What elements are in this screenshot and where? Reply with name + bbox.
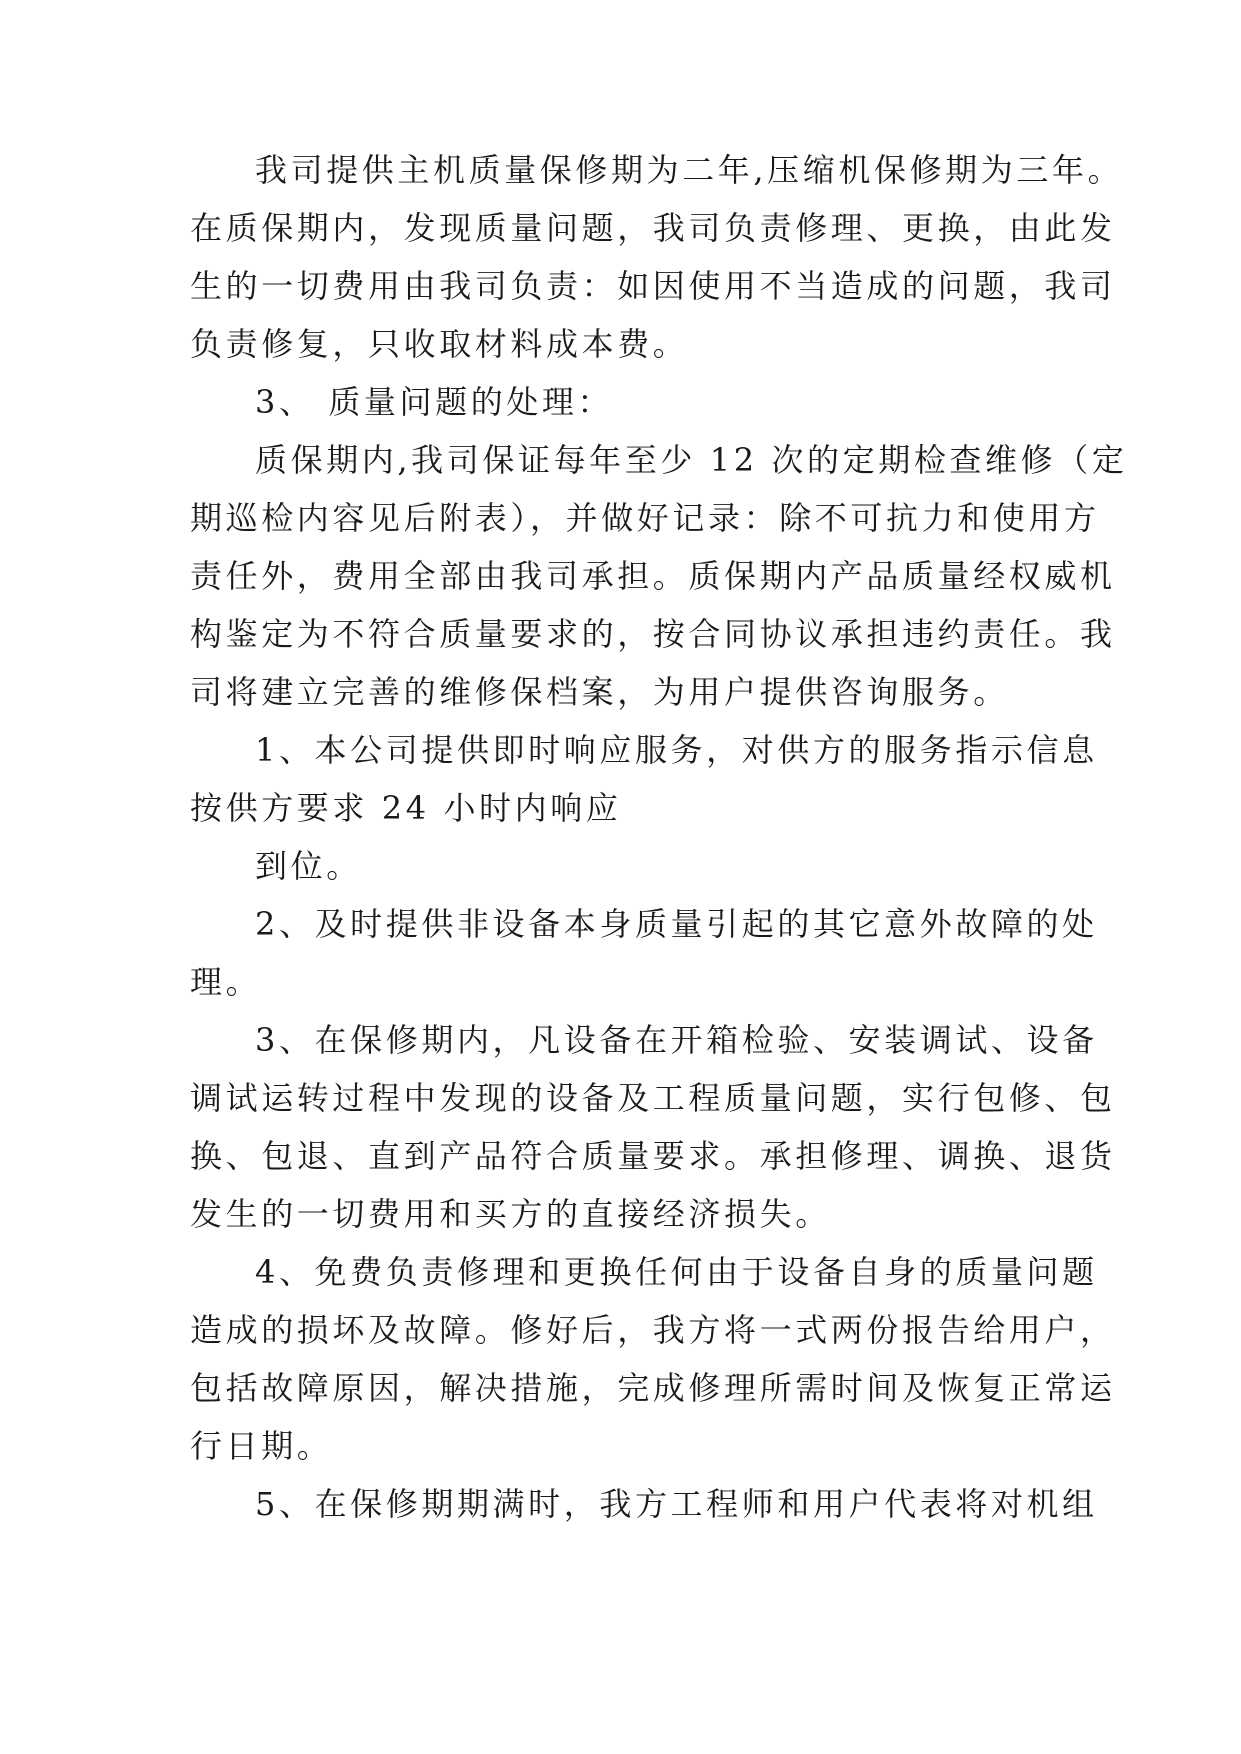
text-line-18: 换、包退、直到产品符合质量要求。承担修理、调换、退货 xyxy=(190,1137,1116,1175)
text-line-1: 我司提供主机质量保修期为二年,压缩机保修期为三年。 xyxy=(255,151,1124,189)
text-line-21: 造成的损坏及故障。修好后，我方将一式两份报告给用户， xyxy=(190,1311,1116,1349)
list-item-1: 1、本公司提供即时响应服务，对供方的服务指示信息 xyxy=(255,731,1098,769)
text-line-7: 期巡检内容见后附表），并做好记录：除不可抗力和使用方 xyxy=(190,499,1100,537)
list-item-5: 5、在保修期期满时，我方工程师和用户代表将对机组 xyxy=(255,1485,1098,1523)
text-line-13: 到位。 xyxy=(255,847,362,885)
text-line-19: 发生的一切费用和买方的直接经济损失。 xyxy=(190,1195,831,1233)
text-line-15: 理。 xyxy=(190,963,262,1001)
text-line-2: 在质保期内，发现质量问题，我司负责修理、更换，由此发 xyxy=(190,209,1116,247)
text-line-9: 构鉴定为不符合质量要求的，按合同协议承担违约责任。我 xyxy=(190,615,1116,653)
text-line-8: 责任外，费用全部由我司承担。质保期内产品质量经权威机 xyxy=(190,557,1116,595)
text-line-23: 行日期。 xyxy=(190,1427,333,1465)
text-line-22: 包括故障原因，解决措施，完成修理所需时间及恢复正常运 xyxy=(190,1369,1116,1407)
text-line-12: 按供方要求 24 小时内响应 xyxy=(190,789,622,827)
list-item-4: 4、免费负责修理和更换任何由于设备自身的质量问题 xyxy=(255,1253,1098,1291)
section-heading-3: 3、 质量问题的处理： xyxy=(255,383,614,421)
text-line-17: 调试运转过程中发现的设备及工程质量问题，实行包修、包 xyxy=(190,1079,1116,1117)
text-line-10: 司将建立完善的维修保档案，为用户提供咨询服务。 xyxy=(190,673,1009,711)
list-item-2: 2、及时提供非设备本身质量引起的其它意外故障的处 xyxy=(255,905,1098,943)
text-line-6: 质保期内,我司保证每年至少 12 次的定期检查维修（定 xyxy=(255,441,1128,479)
text-line-4: 负责修复，只收取材料成本费。 xyxy=(190,325,689,363)
list-item-3: 3、在保修期内，凡设备在开箱检验、安装调试、设备 xyxy=(255,1021,1098,1059)
text-line-3: 生的一切费用由我司负责：如因使用不当造成的问题，我司 xyxy=(190,267,1116,305)
